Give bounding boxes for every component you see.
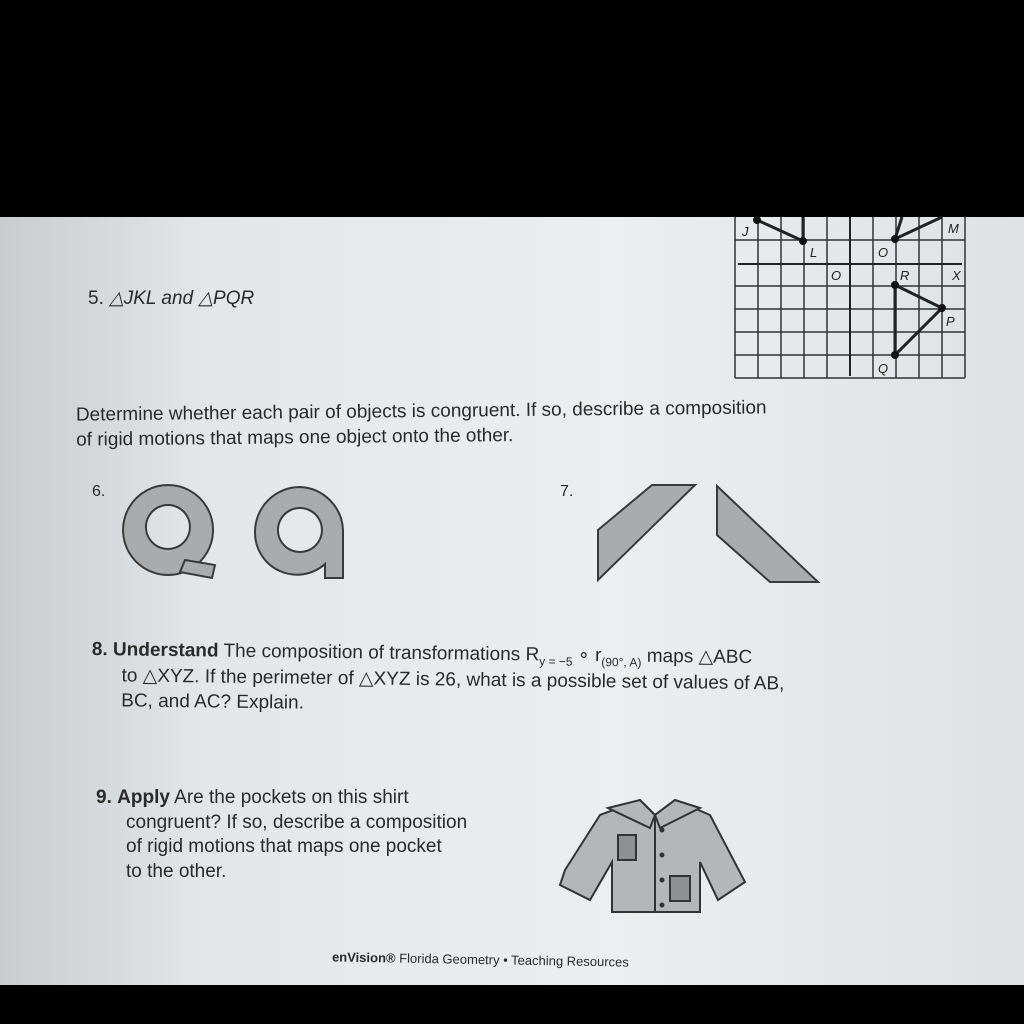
label-j: J — [742, 224, 749, 239]
label-x-axis: X — [952, 268, 961, 283]
problem-label: Understand — [112, 639, 219, 662]
subscript: (90°, A) — [601, 655, 642, 670]
problem-number: 8. — [91, 638, 108, 661]
problem-text: to △XYZ. If the perimeter of △XYZ is 26, what is a possible set of values of AB, — [121, 665, 785, 695]
problem-6-number: 6. — [92, 483, 106, 500]
footer-text: Florida Geometry • Teaching Resources — [395, 950, 629, 970]
instructions-line: of rigid motions that maps one object onto the other. — [76, 424, 514, 451]
compose-symbol: ∘ r — [572, 644, 602, 667]
letter-q-figure — [123, 485, 215, 578]
problem-number: 5. — [88, 288, 104, 309]
instructions-line: Determine whether each pair of objects is congruent. If so, describe a composition — [75, 397, 767, 426]
problem-text: of rigid motions that maps one pocket — [126, 836, 442, 858]
label-o: O — [878, 245, 889, 260]
pocket-left — [618, 835, 636, 860]
letter-a-figure — [255, 487, 343, 578]
label-l: L — [810, 245, 818, 260]
problem-text: BC, and AC? Explain. — [121, 690, 305, 714]
parallelogram-left — [598, 485, 695, 580]
problem-7-number: 7. — [560, 483, 574, 500]
problem-text: maps △ABC — [641, 645, 753, 669]
problem-label: Apply — [117, 787, 170, 808]
problem-text: The composition of transformations R — [223, 640, 540, 666]
label-p: P — [946, 314, 955, 329]
label-q: Q — [878, 361, 889, 376]
parallelogram-right — [717, 486, 818, 582]
label-origin: O — [831, 268, 842, 283]
problem-text: △JKL and △PQR — [109, 288, 255, 309]
pocket-right — [670, 876, 690, 901]
problem-text: to the other. — [126, 861, 227, 883]
footer-brand: enVision® — [331, 949, 396, 966]
problem-text: congruent? If so, describe a composition — [126, 811, 468, 833]
label-m: M — [948, 221, 959, 236]
problem-text: Are the pockets on this shirt — [174, 787, 409, 808]
problem-number: 9. — [96, 787, 112, 808]
problem-9 — [96, 786, 467, 885]
subscript: y = −5 — [539, 654, 573, 669]
label-r: R — [900, 268, 910, 283]
shirt-figure — [560, 800, 745, 912]
problem-8 — [91, 638, 785, 722]
